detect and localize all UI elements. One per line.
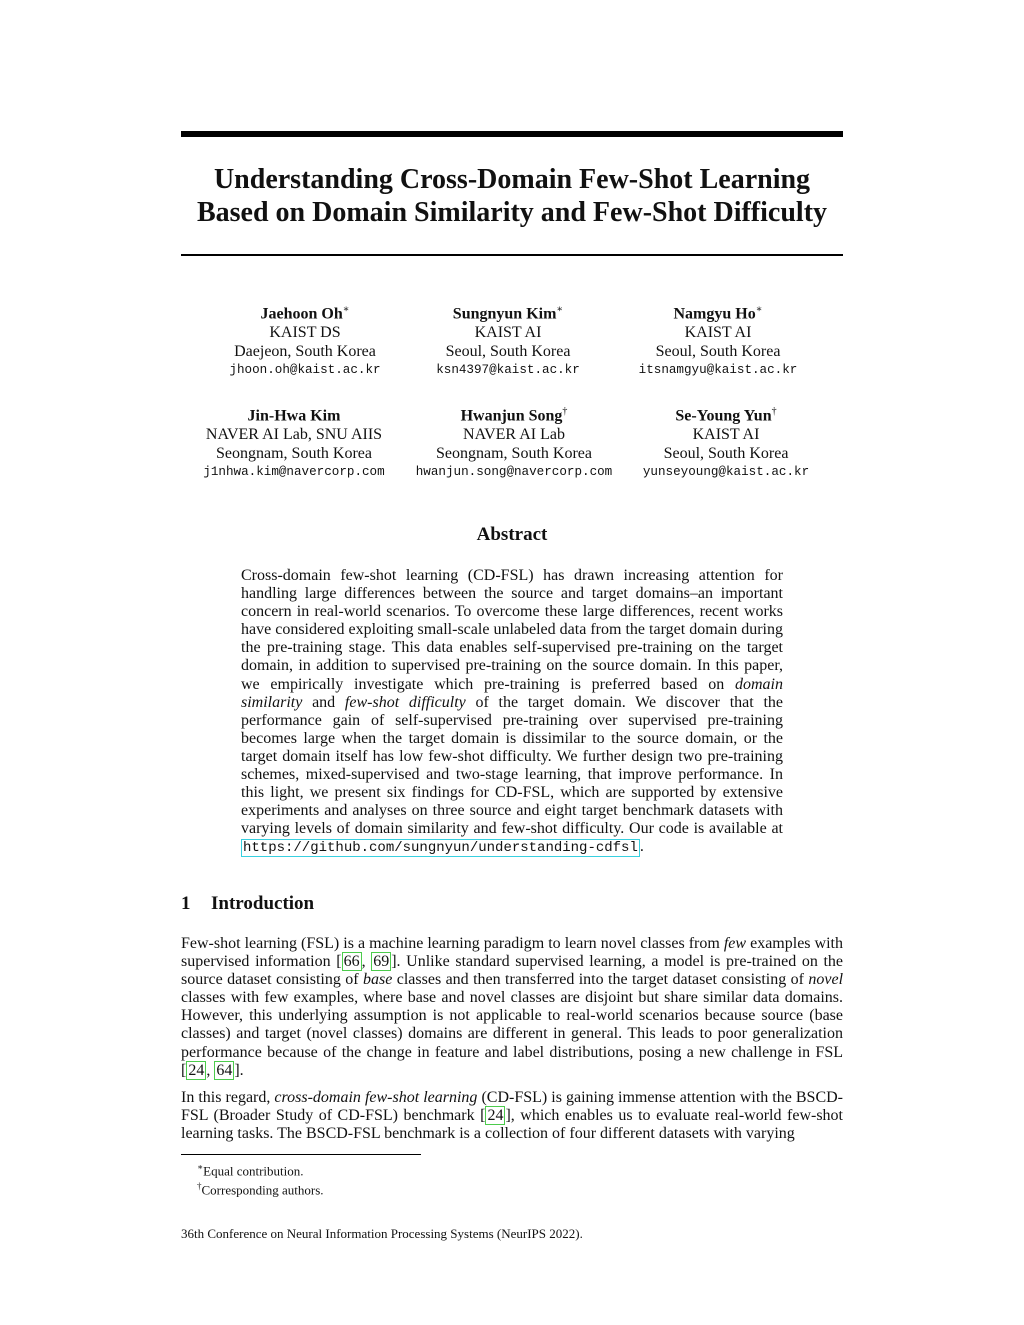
author-block: Jin-Hwa Kim NAVER AI Lab, SNU AIIS Seongnam, South Korea j1nhwa.kim@navercorp.com xyxy=(164,402,424,482)
author-email: jhoon.oh@kaist.ac.kr xyxy=(229,363,381,378)
intro-paragraph-2: In this regard, cross-domain few-shot learning (CD-FSL) is gaining immense attention with the BSCD-FSL (Broader Study of CD-FSL) benchmark [ 24 ], which enables us to evaluate real-world few-shot learning tasks. The BSCD-FSL benchmark is a collection of four different datasets with varying xyxy=(181,1089,844,1143)
intro-paragraph-1: Few-shot learning (FSL) is a machine learning paradigm to learn novel classes from few examples with supervised information [ 66 , 69 ]. Unlike standard supervised learning, a model is pre-trained on the source dataset consisting of base classes and then transferred into the target dataset consisting of novel classes with few examples, where base and novel classes are disjoint but share similar data domains. However, this underlying assumption is not applicable to real-world scenarios because source (base classes) and target (novel classes) domains are different in general. This leads to poor generalization performance because of the change in feature and label distributions, posing a new challenge in FSL [ 24 , 64 ]. xyxy=(181,935,844,1079)
citation-link[interactable]: 64 xyxy=(216,1061,233,1079)
paper-title xyxy=(181,163,843,229)
author-block: Jaehoon Oh∗ KAIST DS Daejeon, South Korea jhoon.oh@kaist.ac.kr xyxy=(175,300,435,380)
citation-link[interactable]: 66 xyxy=(343,953,360,971)
title-rule-bottom xyxy=(181,254,843,256)
author-email: j1nhwa.kim@navercorp.com xyxy=(203,465,385,480)
author-block: Namgyu Ho∗ KAIST AI Seoul, South Korea itsnamgyu@kaist.ac.kr xyxy=(588,300,848,380)
citation-link[interactable]: 24 xyxy=(188,1061,205,1079)
footnote-rule xyxy=(181,1154,421,1155)
author-location: Seoul, South Korea xyxy=(445,343,571,361)
footnote: †Corresponding authors. xyxy=(197,1181,324,1198)
author-email: yunseyoung@kaist.ac.kr xyxy=(642,465,810,480)
citation-link[interactable]: 69 xyxy=(373,953,390,971)
author-affiliation: KAIST AI xyxy=(474,324,542,342)
citation-link[interactable]: 24 xyxy=(487,1107,504,1125)
author-location: Seoul, South Korea xyxy=(655,343,781,361)
abstract-body: Cross-domain few-shot learning (CD-FSL) has drawn increasing attention for handling large differences between the source and target domains–an important concern in real-world scenarios. To overcome these large differences, recent works have considered exploiting small-scale unlabeled data from the target domain during the pre-training stage. This data enables self-supervised pre-training on the target domain, in addition to supervised pre-training on the source domain. In this paper, we empirically investigate which pre-training is preferred based on domain similarity and few-shot difficulty of the target domain. We discover that the performance gain of self-supervised pre-training over supervised pre-training becomes large when the target domain is dissimilar to the source domain, or the target domain itself has low few-shot difficulty. We further design two pre-training schemes, mixed-supervised and two-stage learning, that improve performance. In this light, we present six findings for CD-FSL, which are supported by extensive experiments and analyses on three source and eight target benchmark datasets with varying levels of domain similarity and few-shot difficulty. Our code is available at https://github.com/sungnyun/understanding-cdfsl . xyxy=(241,567,783,857)
author-block: Se-Young Yun† KAIST AI Seoul, South Korea yunseyoung@kaist.ac.kr xyxy=(596,402,856,482)
author-affiliation: NAVER AI Lab xyxy=(463,426,565,444)
author-email: itsnamgyu@kaist.ac.kr xyxy=(638,363,798,378)
author-email: hwanjun.song@navercorp.com xyxy=(415,465,613,480)
title-line-2: Based on Domain Similarity and Few-Shot Difficulty xyxy=(196,197,828,228)
code-url-link[interactable]: https://github.com/sungnyun/understanding-cdfsl xyxy=(243,840,638,857)
author-affiliation: KAIST AI xyxy=(692,426,760,444)
footnote: ∗Equal contribution. xyxy=(197,1162,304,1179)
title-rule-top xyxy=(181,131,843,137)
author-block: Hwanjun Song† NAVER AI Lab Seongnam, South Korea hwanjun.song@navercorp.com xyxy=(384,402,644,482)
author-location: Seongnam, South Korea xyxy=(216,445,372,463)
author-affiliation: KAIST DS xyxy=(269,324,341,342)
title-line-1: Understanding Cross-Domain Few-Shot Learning xyxy=(213,164,811,195)
author-affiliation: KAIST AI xyxy=(684,324,752,342)
author-email: ksn4397@kaist.ac.kr xyxy=(436,363,580,378)
author-location: Seongnam, South Korea xyxy=(436,445,592,463)
author-location: Daejeon, South Korea xyxy=(234,343,376,361)
author-affiliation: NAVER AI Lab, SNU AIIS xyxy=(205,426,383,444)
author-block: Sungnyun Kim∗ KAIST AI Seoul, South Korea ksn4397@kaist.ac.kr xyxy=(378,300,638,380)
conference-note: 36th Conference on Neural Information Processing Systems (NeurIPS 2022). xyxy=(181,1226,583,1241)
author-location: Seoul, South Korea xyxy=(663,445,789,463)
section-heading-introduction: 1 Introduction xyxy=(181,893,315,914)
abstract-heading: Abstract xyxy=(476,524,548,545)
